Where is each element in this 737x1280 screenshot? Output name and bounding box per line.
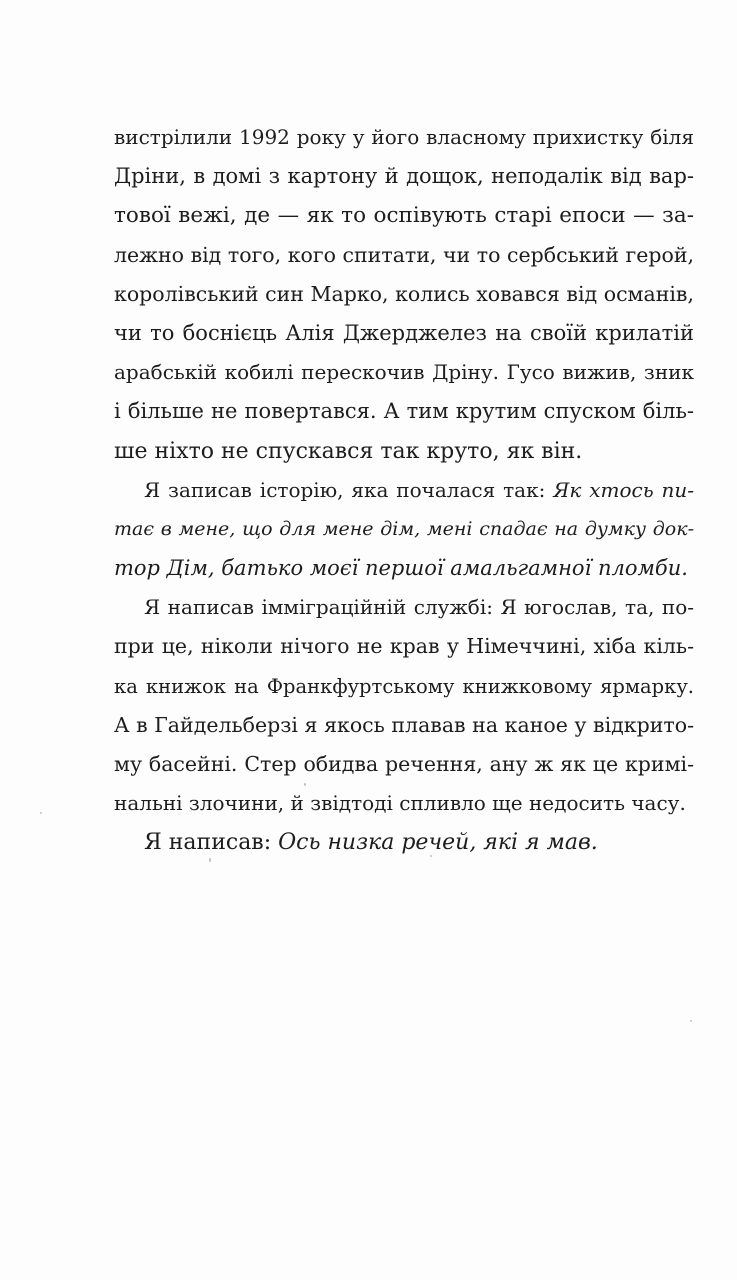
text-line <box>114 549 694 588</box>
paragraph <box>114 823 694 862</box>
text-line <box>114 353 694 392</box>
text-run: і більше не повертався. А тим крутим спуском біль- <box>114 399 694 424</box>
text-line <box>114 157 694 196</box>
text-line <box>114 823 694 862</box>
paragraph <box>114 471 694 589</box>
text-run: тової вежі, де — як то оспівують старі епоси — за- <box>114 203 694 229</box>
text-run: А в Гайдельберзі я якось плавав на каное у відкрито- <box>114 712 694 737</box>
text-run: ка книжок на Франкфуртському книжковому ярмарку. <box>114 674 694 698</box>
text-line <box>114 275 694 314</box>
text-line <box>114 784 694 823</box>
text-run: при це, ніколи нічого не крав у Німеччині, хіба кіль- <box>114 634 694 659</box>
paragraph <box>114 588 694 823</box>
text-run: Я написав імміграційній службі: Я югослав, та, по- <box>144 595 694 620</box>
italic-text: Як хтось пи- <box>553 477 694 502</box>
italic-text: тор Дім, батько моєї першої амальгамної пломби. <box>114 556 688 581</box>
text-run: Я написав: <box>144 830 279 856</box>
text-line <box>114 745 694 784</box>
text-line <box>114 196 694 235</box>
text-run: вистрілили 1992 року у його власному прихистку біля <box>114 125 694 149</box>
text-run: королівський син Марко, колись ховався від османів, <box>114 281 694 306</box>
italic-text: тає в мене, що для мене дім, мені спадає на думку док- <box>114 517 694 540</box>
scan-speck <box>304 783 306 786</box>
text-line <box>114 667 694 706</box>
text-run: ше ніхто не спускався так круто, як він. <box>114 438 583 464</box>
scan-speck <box>690 1020 692 1022</box>
text-line <box>114 236 694 275</box>
text-run: лежно від того, кого спитати, чи то сербський герой, <box>114 242 694 267</box>
text-run: нальні злочини, й звідтоді спливло ще недосить часу. <box>114 791 686 816</box>
paragraph <box>114 118 694 471</box>
text-line <box>114 627 694 666</box>
text-run: Я записав історію, яка почалася так: <box>144 477 554 502</box>
scan-speck <box>40 812 42 814</box>
text-line <box>114 314 694 353</box>
text-run: чи то боснієць Алія Джерджелез на своїй крилатій <box>114 320 694 345</box>
text-line <box>114 118 694 157</box>
italic-text: Ось низка речей, які я мав. <box>278 830 598 856</box>
text-run: Дріни, в домі з картону й дощок, неподалік від вар- <box>114 164 694 189</box>
text-line <box>114 471 694 510</box>
text-line <box>114 588 694 627</box>
text-run: арабській кобилі перескочив Дріну. Гусо вижив, зник <box>114 360 694 385</box>
text-line <box>114 510 694 549</box>
text-line <box>114 392 694 431</box>
text-run: му басейні. Стер обидва речення, ану ж як це кримі- <box>114 752 694 776</box>
text-line <box>114 432 694 471</box>
scan-speck <box>430 855 432 857</box>
scan-speck <box>209 858 211 862</box>
body-text <box>114 118 694 863</box>
text-line <box>114 706 694 745</box>
